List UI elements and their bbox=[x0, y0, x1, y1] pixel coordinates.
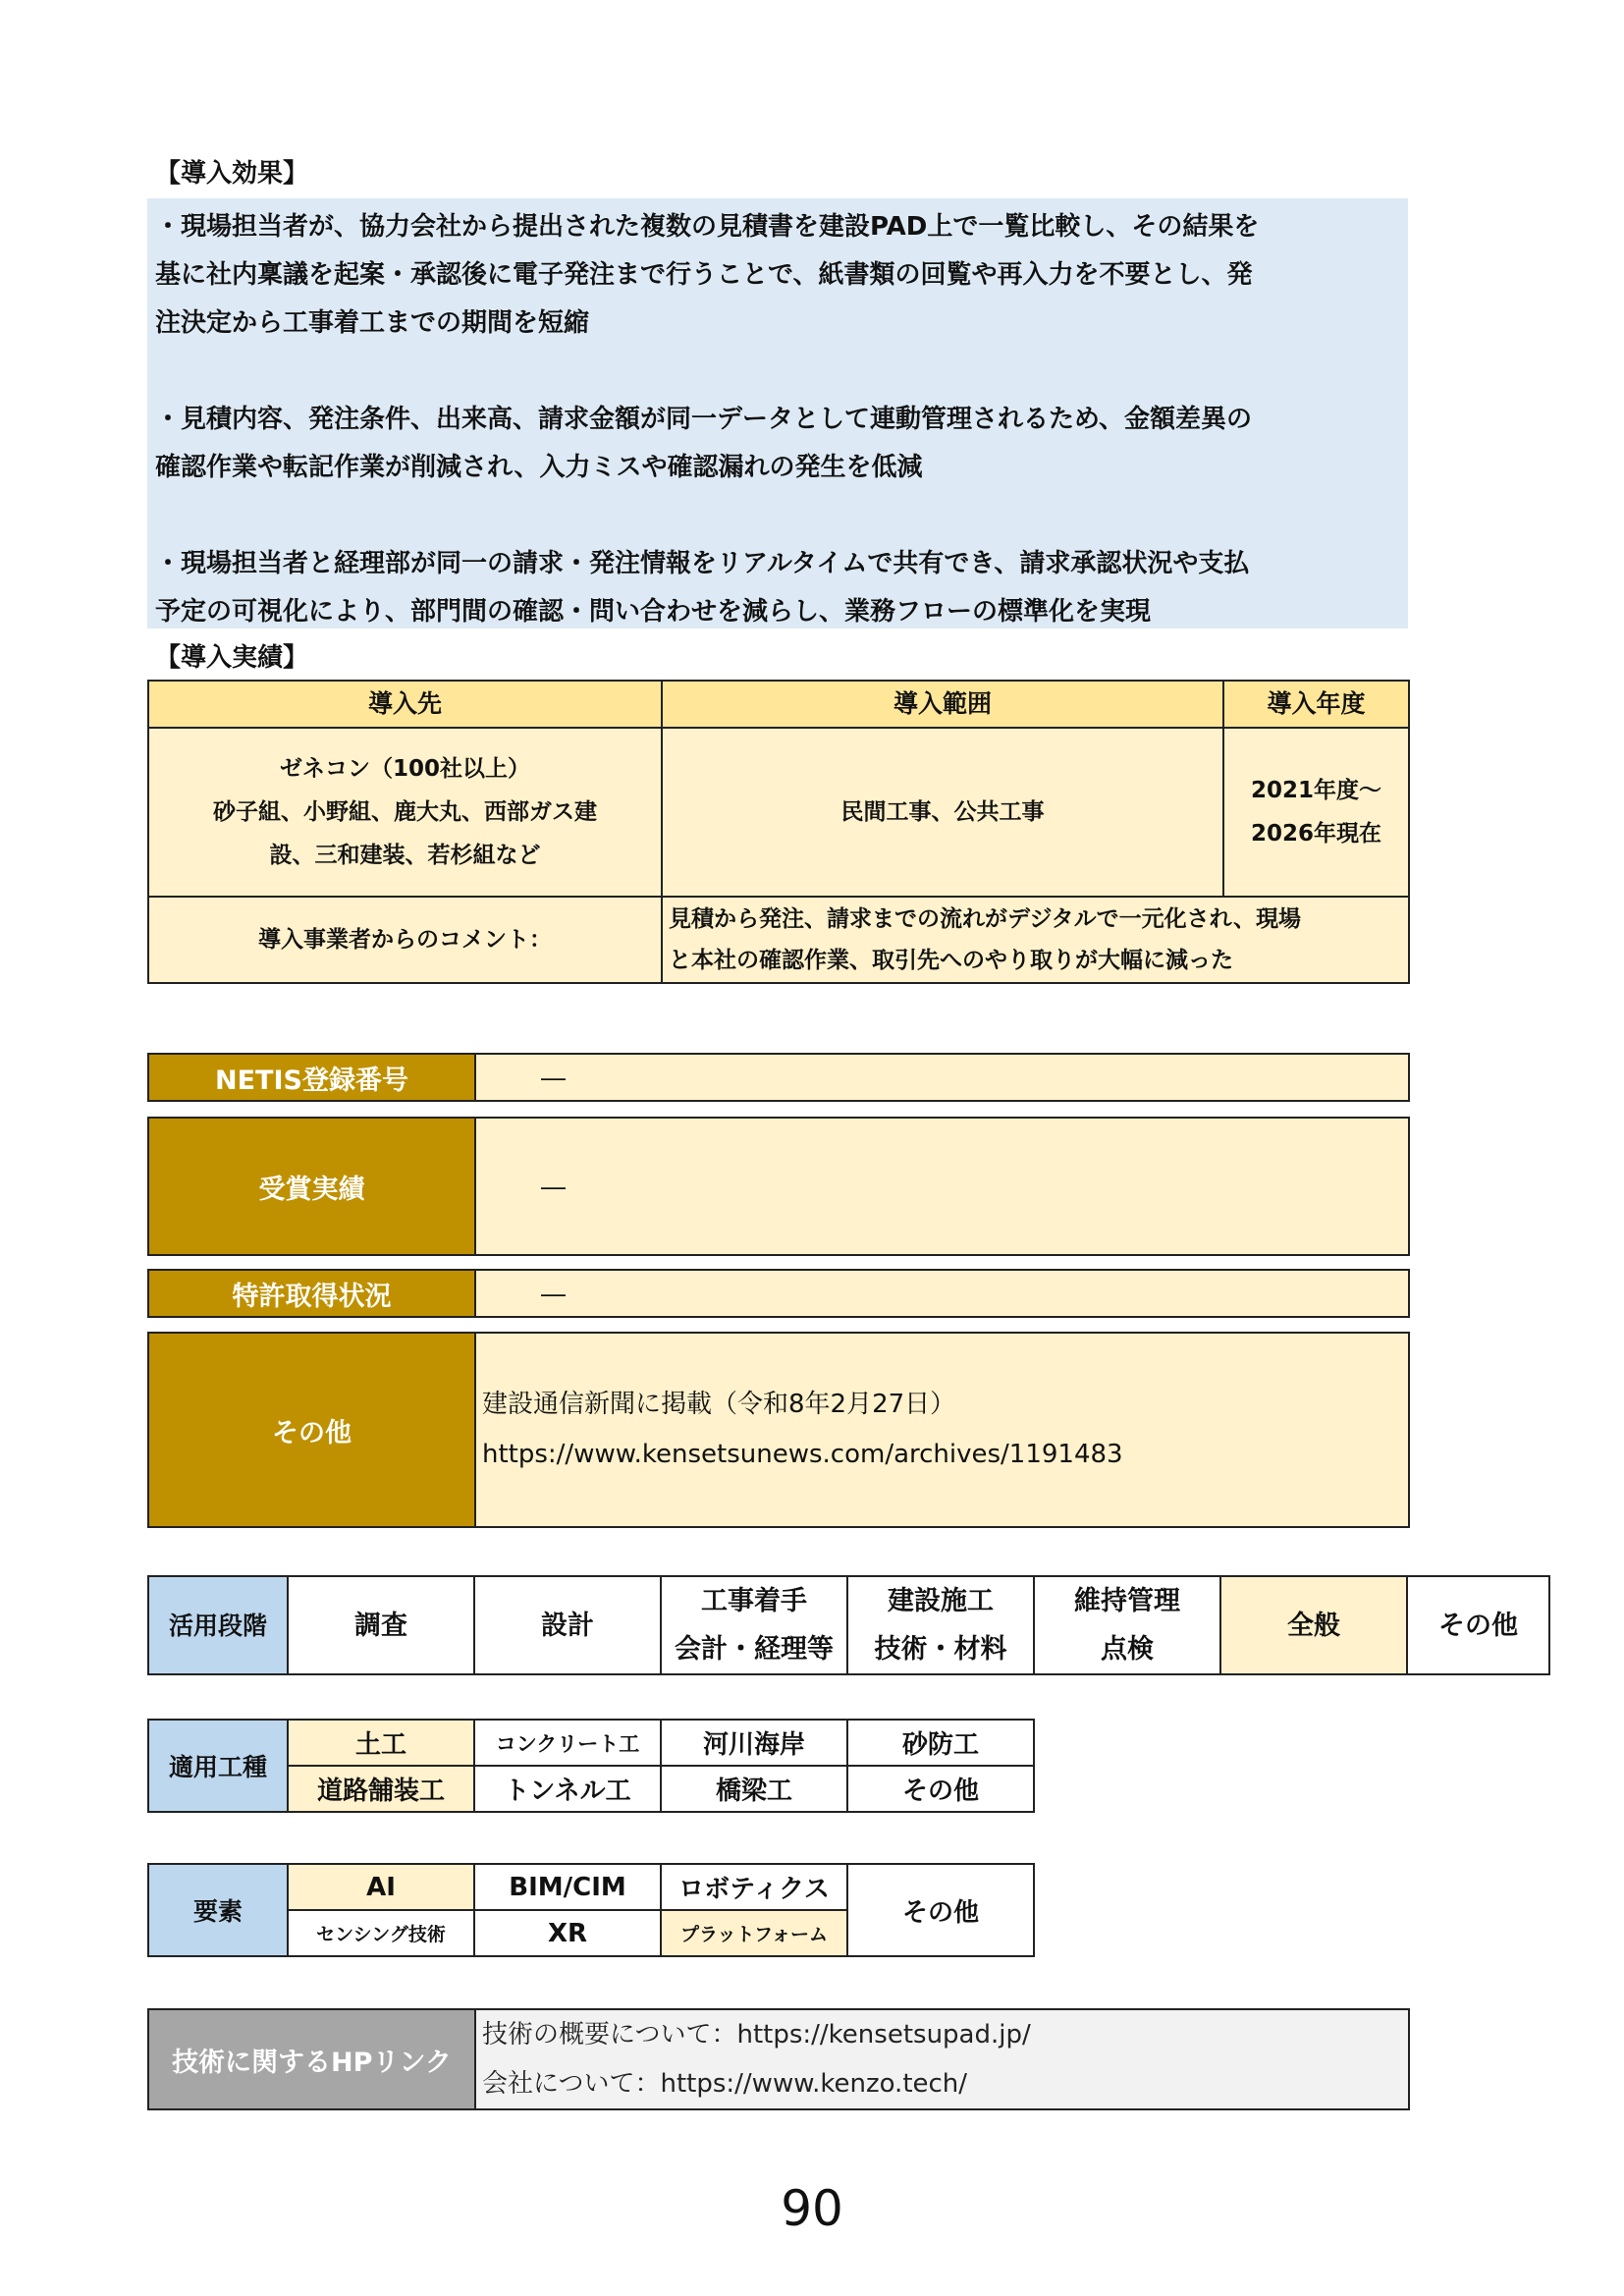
comment-line: と本社の確認作業、取引先へのやり取りが大幅に減った bbox=[669, 948, 1233, 973]
element-bim: BIM/CIM bbox=[474, 1864, 661, 1910]
client-line: 砂子組、小野組、鹿大丸、西部ガス建 bbox=[213, 799, 597, 825]
worktype-label: 適用工種 bbox=[148, 1720, 288, 1812]
comment-label: 導入事業者からのコメント： bbox=[148, 897, 662, 983]
worktype-tunnel: トンネル工 bbox=[474, 1766, 661, 1812]
element-label: 要素 bbox=[148, 1864, 288, 1956]
stage-line: 維持管理 bbox=[1074, 1586, 1180, 1616]
effects-text: ・現場担当者が、協力会社から提出された複数の見積書を建設PAD上で一覧比較し、その結果を bbox=[155, 212, 1260, 242]
other-label: その他 bbox=[148, 1333, 475, 1527]
stage-table bbox=[147, 1575, 1550, 1675]
stage-general: 全般 bbox=[1220, 1576, 1407, 1674]
netis-row bbox=[147, 1053, 1410, 1102]
worktype-concrete: コンクリート工 bbox=[474, 1720, 661, 1766]
scope-cell: 民間工事、公共工事 bbox=[662, 728, 1223, 897]
effects-text: 基に社内稟議を起案・承認後に電子発注まで行うことで、紙書類の回覧や再入力を不要とし、発 bbox=[155, 260, 1253, 290]
hp-link-label: 技術に関するHPリンク bbox=[148, 2009, 475, 2109]
netis-label: NETIS登録番号 bbox=[148, 1054, 475, 1101]
patent-value: ― bbox=[475, 1270, 1409, 1317]
stage-start bbox=[661, 1576, 847, 1674]
worktype-road: 道路舗装工 bbox=[288, 1766, 474, 1812]
other-value bbox=[475, 1333, 1409, 1527]
stage-other: その他 bbox=[1407, 1576, 1549, 1674]
netis-value: ― bbox=[475, 1054, 1409, 1101]
effects-box bbox=[147, 198, 1408, 629]
effects-text: 確認作業や転記作業が削減され、入力ミスや確認漏れの発生を低減 bbox=[155, 453, 923, 482]
stage-line: 建設施工 bbox=[888, 1586, 994, 1616]
worktype-bridge: 橋梁工 bbox=[661, 1766, 847, 1812]
performance-heading: 【導入実績】 bbox=[155, 643, 309, 673]
stage-design: 設計 bbox=[474, 1576, 661, 1674]
client-line: 設、三和建装、若杉組など bbox=[269, 843, 541, 868]
other-line: 建設通信新聞に掲載（令和8年2月27日） bbox=[482, 1390, 956, 1419]
client-cell bbox=[148, 728, 662, 897]
award-row bbox=[147, 1117, 1410, 1256]
stage-maintenance bbox=[1034, 1576, 1220, 1674]
stage-line: 技術・材料 bbox=[874, 1634, 1007, 1665]
performance-table bbox=[147, 680, 1410, 984]
effects-text: 予定の可視化により、部門間の確認・問い合わせを減らし、業務フローの標準化を実現 bbox=[155, 597, 1152, 627]
element-robotics: ロボティクス bbox=[661, 1864, 847, 1910]
other-row bbox=[147, 1332, 1410, 1528]
stage-line: 工事着手 bbox=[701, 1586, 807, 1616]
effects-text: ・見積内容、発注条件、出来高、請求金額が同一データとして連動管理されるため、金額差異の bbox=[155, 405, 1252, 434]
comment-text bbox=[662, 897, 1409, 983]
header-year: 導入年度 bbox=[1223, 681, 1409, 728]
stage-line: 点検 bbox=[1101, 1634, 1154, 1665]
element-platform: プラットフォーム bbox=[661, 1910, 847, 1956]
year-line: 2021年度～ bbox=[1250, 778, 1381, 803]
element-table bbox=[147, 1863, 1035, 1957]
hp-link-tech[interactable]: 技術の概要について：https://kensetsupad.jp/ bbox=[482, 2020, 1031, 2050]
award-value: ― bbox=[475, 1118, 1409, 1255]
effects-heading: 【導入効果】 bbox=[155, 159, 309, 189]
worktype-erosion: 砂防工 bbox=[847, 1720, 1034, 1766]
stage-line: 会計・経理等 bbox=[675, 1634, 834, 1665]
year-line: 2026年現在 bbox=[1250, 821, 1381, 847]
worktype-table bbox=[147, 1719, 1035, 1813]
comment-line: 見積から発注、請求までの流れがデジタルで一元化され、現場 bbox=[669, 906, 1301, 932]
other-link[interactable]: https://www.kensetsunews.com/archives/1191483 bbox=[482, 1440, 1123, 1469]
worktype-earthwork: 土工 bbox=[288, 1720, 474, 1766]
effects-text: ・現場担当者と経理部が同一の請求・発注情報をリアルタイムで共有でき、請求承認状況や支払 bbox=[155, 549, 1250, 578]
hp-link-company[interactable]: 会社について：https://www.kenzo.tech/ bbox=[482, 2069, 968, 2099]
stage-survey: 調査 bbox=[288, 1576, 474, 1674]
hp-link-value bbox=[475, 2009, 1409, 2109]
page-number: 90 bbox=[781, 2180, 843, 2237]
header-scope: 導入範囲 bbox=[662, 681, 1223, 728]
client-line: ゼネコン（100社以上） bbox=[279, 756, 530, 782]
stage-construction bbox=[847, 1576, 1034, 1674]
element-sensing: センシング技術 bbox=[288, 1910, 474, 1956]
element-other: その他 bbox=[847, 1864, 1034, 1956]
element-xr: XR bbox=[474, 1910, 661, 1956]
award-label: 受賞実績 bbox=[148, 1118, 475, 1255]
stage-label: 活用段階 bbox=[148, 1576, 288, 1674]
header-client: 導入先 bbox=[148, 681, 662, 728]
year-cell bbox=[1223, 728, 1409, 897]
effects-text: 注決定から工事着工までの期間を短縮 bbox=[155, 308, 590, 338]
worktype-river: 河川海岸 bbox=[661, 1720, 847, 1766]
worktype-other: その他 bbox=[847, 1766, 1034, 1812]
patent-row bbox=[147, 1269, 1410, 1318]
element-ai: AI bbox=[288, 1864, 474, 1910]
hp-link-table bbox=[147, 2008, 1410, 2110]
patent-label: 特許取得状況 bbox=[148, 1270, 475, 1317]
